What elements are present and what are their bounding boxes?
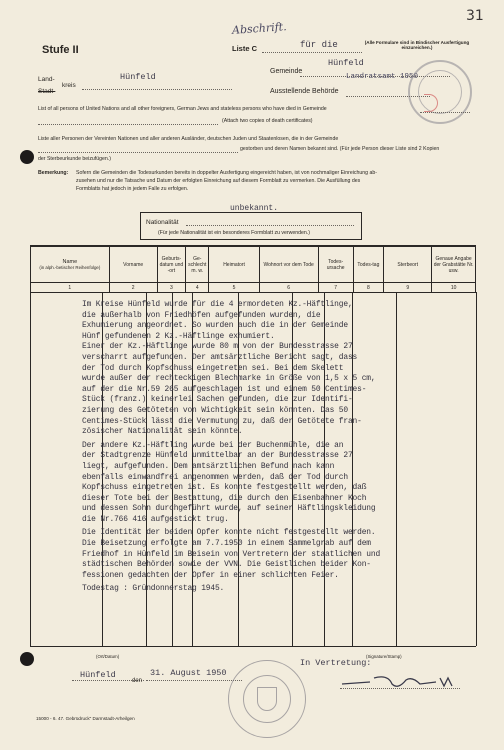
report-line: Der andere Kz.-Häftling wurde bei der Buchenmühle, die an [82, 440, 344, 450]
footer-ort-label: (Ort/Datum) [96, 654, 120, 659]
vertretung-text: In Vertretung: [300, 658, 372, 668]
col-num-5: 5 [209, 283, 259, 293]
col-header-geburt: Geburts-datum und -ort [157, 247, 185, 283]
report-line: Stück (franz.) keinerlei Sachen gefunden, die zur Identifi- [82, 395, 353, 405]
bemerkung-label: Bemerkung: [38, 170, 69, 176]
nationality-label: Nationalität [146, 219, 179, 226]
report-line: und dessen Sohn durchgeführt wurde, auf seiner Häftlingskleidung [82, 504, 376, 514]
report-line: der Stadtgrenze Hünfeld unmittelbar an der Bundesstrasse 27 [82, 451, 353, 461]
printer-imprint: 15000 - 6. 47. Gebrüdruck" Darmstadt-Arheilgen [36, 716, 135, 721]
instruction-english-note: (Attach two copies of death certificates) [222, 118, 313, 124]
col-num-8: 8 [353, 283, 384, 293]
col-num-6: 6 [259, 283, 318, 293]
instruction-german-3: der Sterbeurkunde beizufügen.) [38, 156, 111, 162]
col-num-9: 9 [384, 283, 432, 293]
col-num-4: 4 [186, 283, 209, 293]
bemerkung-line-3: Formblatts hat jedoch in jedem Falle zu erfolgen. [76, 186, 189, 192]
report-line: städtischen Behörden sowie der VVN. Die Geistlichen beider Kon- [82, 560, 371, 570]
report-line: Einer der Kz.-Häftlinge wurde 80 m von der Bundesstrasse 27 [82, 342, 353, 352]
report-paragraph-2 [82, 441, 482, 526]
report-line: verscharrt aufgefunden. Der amtsärztliche Bericht sagt, dass [82, 352, 358, 362]
gemeinde-value: Hünfeld [328, 58, 364, 68]
fuer-die-text: für die [300, 40, 338, 50]
report-line: die Nr.766 416 aufgestickt trug. [82, 514, 229, 524]
col-header-name: Name (in alph.-betischer Reihenfolge) [31, 247, 110, 283]
liste-label: Liste C [232, 44, 258, 53]
report-line: Exhumierung angeordnet. So wurden auch die in der Gemeinde [82, 321, 348, 331]
col-num-3: 3 [157, 283, 185, 293]
todestag-line: Todestag : Gründonnerstag 1945. [82, 584, 225, 594]
report-line: ebenfalls einwandfrei angenommen werden, daß der Tod durch [82, 472, 348, 482]
col-header-wohnort: Wohnort vor dem Tode [259, 247, 318, 283]
report-line: fessionen gedachten der Opfer in einer schlichten Feier. [82, 570, 339, 580]
stufe-label: Stufe II [42, 44, 79, 56]
nationality-value: unbekannt. [230, 204, 279, 213]
report-line: der Tod durch Kopfschuss eingetreten sei. Bei dem Skelett [82, 363, 344, 373]
bemerkung-line-2: zusehen und nur die Tatsache und Datum der erfolgten Einreichung auf diesem Formblatt zu vermerken. Die Ausfüllung des [76, 178, 361, 184]
col-header-heimatort: Heimatort [209, 247, 259, 283]
footer-den-label: den [132, 678, 143, 684]
report-line: Centimes-Stück lässt die Vermutung zu, daß der Getötete fran- [82, 416, 362, 426]
col-num-7: 7 [318, 283, 353, 293]
report-line: die außerhalb von Friedhöfen aufgefunden wurden, die [82, 310, 321, 320]
formulare-note: (Alle Formulare sind in Bindischer Ausfertigung einzureichen.) [364, 40, 470, 51]
report-line: Im Kreise Hünfeld wurde für die 4 ermordeten Kz.-Häftlinge, [82, 300, 353, 309]
instruction-english: List of all persons of United Nations and all other foreigners, German Jews and stateless persons who have died in Gemeinde [38, 106, 327, 112]
nationality-note: (Für jede Nationalität ist ein besonderes Formblatt zu verwenden.) [158, 230, 310, 236]
kreis-label: kreis [62, 82, 76, 89]
gemeinde-label: Gemeinde [270, 68, 303, 75]
landratsamt-stamp: Landratsamt 1950 [346, 73, 419, 81]
page-number: 31 [466, 8, 484, 24]
col-num-10: 10 [432, 283, 476, 293]
col-header-geschlecht: Ge-schlecht m. w. [186, 247, 209, 283]
col-header-sterbeort: Sterbeort [384, 247, 432, 283]
typewritten-report [82, 300, 482, 598]
col-header-todestag: Todes-tag [353, 247, 384, 283]
col-num-1: 1 [31, 283, 110, 293]
death-record-table [30, 246, 476, 293]
behoerde-label: Ausstellende Behörde [270, 88, 339, 95]
report-line: Die Identität der beiden Opfer konnte nicht festgestellt werden. [82, 528, 376, 538]
vertretung-signature-label: (Signature/Stamp) [366, 654, 402, 659]
report-paragraph-3 [82, 528, 482, 581]
punch-hole-bottom [20, 652, 34, 666]
report-line: Hünf gefundenen 2 Kz.-Häftlinge exhumiert. [82, 331, 275, 341]
report-line: Kopfschuss eingetreten ist. Es konnte festgestellt werden, daß [82, 483, 367, 493]
landkreis-label: Land- [38, 76, 55, 83]
bemerkung-line-1: Sofern die Gemeinden die Todesurkunden bereits in doppelter Ausfertigung eingereicht haben, ist von nochmaliger Einreichung ab- [76, 170, 377, 176]
report-line: Friedhof in Hünfeld im Beisein von Vertretern der staatlichen und [82, 549, 381, 559]
punch-hole-top [20, 150, 34, 164]
footer-ort: Hünfeld [80, 670, 116, 680]
instruction-german-1: Liste aller Personen der Vereinten Nationen und aller anderen Ausländer, deutschen Juden und Staatenlosen, die in der Gemeinde [38, 136, 339, 142]
report-line: wurde außer der rechteckigen Blechmarke in Größe von 1,5 x 5 cm, [82, 374, 376, 384]
report-line: zösischer Nationalität sein könnte. [82, 427, 243, 437]
official-seal-icon [228, 660, 306, 738]
round-stamp-icon [408, 60, 472, 124]
handwritten-copy-note: Abschrift. [231, 20, 288, 37]
report-paragraph-1 [82, 300, 482, 438]
stadt-label: Stadt- [38, 88, 56, 95]
report-line: zierung des Getöteten von Wichtigkeit sein könnten. Das 50 [82, 405, 348, 415]
col-num-2: 2 [109, 283, 157, 293]
report-line: auf der die Nr.59 265 aufgeschlagen ist und einem 50 Centimes- [82, 384, 367, 394]
report-line: dieser Tote bei der Bestattung, die durch den Eisenbahner Koch [82, 493, 367, 503]
report-line: liegt, aufgefunden. Dem amtsärztlichen Befund nach kann [82, 461, 335, 471]
report-line: Die Beisetzung erfolgte am 7.7.1950 in einem Sammelgrab auf dem [82, 539, 371, 549]
col-header-vorname: Vorname [109, 247, 157, 283]
footer-date: 31. August 1950 [150, 668, 227, 678]
col-header-todesursache: Todes-ursache [318, 247, 353, 283]
instruction-german-2: gestorben und deren Namen bekannt sind. (Für jede Person dieser Liste sind 2 Kopien [240, 146, 440, 152]
col-header-grabstaette: Genaue Angabe der Grabstätte Nr. usw. [432, 247, 476, 283]
landkreis-value: Hünfeld [120, 72, 156, 82]
